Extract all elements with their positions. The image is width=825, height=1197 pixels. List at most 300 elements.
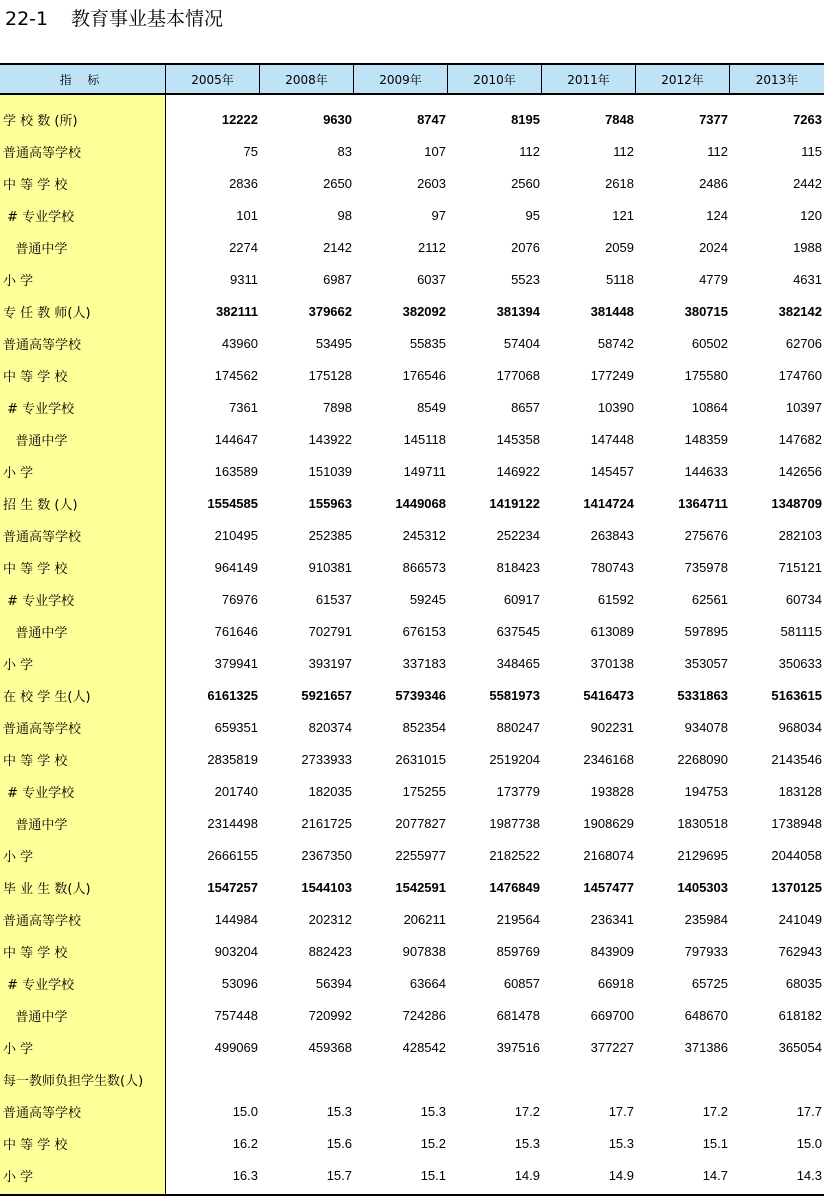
header-year: 2013年 xyxy=(755,72,799,87)
table-row xyxy=(0,199,824,231)
row-value: 235984 xyxy=(684,911,728,927)
row-label: 小 学 xyxy=(3,849,34,865)
row-value: 177068 xyxy=(496,367,540,383)
row-label: 中 等 学 校 xyxy=(3,369,68,385)
row-label: 普通中学 xyxy=(3,625,68,641)
row-value: 2255977 xyxy=(395,847,446,863)
row-value: 1830518 xyxy=(677,815,728,831)
row-value: 1542591 xyxy=(395,879,446,895)
row-value: 818423 xyxy=(496,559,540,575)
row-value: 143922 xyxy=(308,431,352,447)
row-value: 5331863 xyxy=(677,687,728,703)
row-value: 648670 xyxy=(684,1007,728,1023)
row-value: 2367350 xyxy=(301,847,352,863)
row-value: 173779 xyxy=(496,783,540,799)
row-value: 176546 xyxy=(402,367,446,383)
row-value: 1476849 xyxy=(489,879,540,895)
row-value: 17.2 xyxy=(514,1103,540,1119)
table-row xyxy=(0,679,824,711)
row-value: 353057 xyxy=(684,655,728,671)
row-value: 8747 xyxy=(417,111,446,127)
row-value: 16.3 xyxy=(232,1167,258,1183)
table-row xyxy=(0,583,824,615)
row-value: 193828 xyxy=(590,783,634,799)
row-value: 381448 xyxy=(590,303,634,319)
row-value: 252385 xyxy=(308,527,352,543)
row-value: 2059 xyxy=(605,239,634,255)
row-value: 2143546 xyxy=(771,751,822,767)
table-row xyxy=(0,551,824,583)
row-value: 964149 xyxy=(214,559,258,575)
row-value: 2650 xyxy=(323,175,352,191)
row-value: 1405303 xyxy=(677,879,728,895)
row-value: 43960 xyxy=(221,335,258,351)
table-row xyxy=(0,263,824,295)
table-row xyxy=(0,1095,824,1127)
row-value: 379941 xyxy=(214,655,258,671)
row-value: 12222 xyxy=(221,111,258,127)
row-value: 112 xyxy=(519,143,540,159)
table-row xyxy=(0,519,824,551)
row-value: 53096 xyxy=(221,975,258,991)
row-value: 9311 xyxy=(230,271,258,287)
row-label: # 专业学校 xyxy=(3,401,75,417)
row-value: 14.3 xyxy=(796,1167,822,1183)
row-value: 9630 xyxy=(323,111,352,127)
row-value: 2077827 xyxy=(395,815,446,831)
row-value: 659351 xyxy=(214,719,258,735)
row-value: 371386 xyxy=(684,1039,728,1055)
row-value: 6037 xyxy=(417,271,446,287)
row-value: 2442 xyxy=(793,175,822,191)
row-value: 174562 xyxy=(214,367,258,383)
row-value: 75 xyxy=(243,143,258,159)
row-value: 10864 xyxy=(691,399,728,415)
row-value: 337183 xyxy=(402,655,446,671)
row-value: 1908629 xyxy=(583,815,634,831)
table-row xyxy=(0,711,824,743)
row-value: 715121 xyxy=(778,559,822,575)
row-label: 普通中学 xyxy=(3,241,68,257)
table-row xyxy=(0,359,824,391)
row-value: 735978 xyxy=(684,559,728,575)
row-value: 15.3 xyxy=(420,1103,446,1119)
table-row xyxy=(0,967,824,999)
row-value: 2129695 xyxy=(677,847,728,863)
row-value: 820374 xyxy=(308,719,352,735)
row-label: 小 学 xyxy=(3,1041,34,1057)
row-value: 194753 xyxy=(684,783,728,799)
table-row xyxy=(0,295,824,327)
row-value: 121 xyxy=(612,207,634,223)
row-value: 702791 xyxy=(308,623,352,639)
row-value: 382142 xyxy=(778,303,822,319)
table-row xyxy=(0,871,824,903)
row-value: 62706 xyxy=(785,335,822,351)
row-value: 381394 xyxy=(496,303,540,319)
row-value: 15.2 xyxy=(420,1135,446,1151)
row-value: 968034 xyxy=(778,719,822,735)
row-value: 57404 xyxy=(503,335,540,351)
row-value: 252234 xyxy=(496,527,540,543)
row-value: 7898 xyxy=(323,399,352,415)
row-value: 377227 xyxy=(590,1039,634,1055)
row-value: 5581973 xyxy=(489,687,540,703)
row-value: 5163615 xyxy=(771,687,822,703)
table-row xyxy=(0,391,824,423)
row-value: 95 xyxy=(525,207,540,223)
row-value: 780743 xyxy=(590,559,634,575)
table-row xyxy=(0,999,824,1031)
row-value: 348465 xyxy=(496,655,540,671)
row-value: 379662 xyxy=(308,303,352,319)
table-row xyxy=(0,231,824,263)
table-row xyxy=(0,1063,824,1095)
row-value: 724286 xyxy=(402,1007,446,1023)
row-value: 934078 xyxy=(684,719,728,735)
row-value: 2182522 xyxy=(489,847,540,863)
row-value: 76976 xyxy=(221,591,258,607)
row-value: 142656 xyxy=(778,463,822,479)
row-value: 58742 xyxy=(597,335,634,351)
row-value: 60857 xyxy=(503,975,540,991)
table-row xyxy=(0,167,824,199)
row-label: 小 学 xyxy=(3,657,34,673)
row-value: 15.3 xyxy=(608,1135,634,1151)
row-label: # 专业学校 xyxy=(3,209,75,225)
row-value: 163589 xyxy=(214,463,258,479)
header-year: 2011年 xyxy=(542,65,636,93)
row-label: 普通中学 xyxy=(3,1009,68,1025)
row-value: 17.2 xyxy=(702,1103,728,1119)
row-value: 236341 xyxy=(590,911,634,927)
row-label: 中 等 学 校 xyxy=(3,1137,68,1153)
row-value: 147448 xyxy=(590,431,634,447)
row-value: 7848 xyxy=(605,111,634,127)
row-label: 中 等 学 校 xyxy=(3,753,68,769)
row-value: 382092 xyxy=(402,303,446,319)
row-value: 7377 xyxy=(699,111,728,127)
row-value: 8549 xyxy=(417,399,446,415)
row-value: 7263 xyxy=(793,111,822,127)
table-row xyxy=(0,135,824,167)
row-value: 8195 xyxy=(511,111,540,127)
row-value: 393197 xyxy=(308,655,352,671)
row-value: 174760 xyxy=(778,367,822,383)
row-value: 2142 xyxy=(323,239,352,255)
row-value: 499069 xyxy=(214,1039,258,1055)
row-value: 10390 xyxy=(597,399,634,415)
row-value: 206211 xyxy=(403,911,446,927)
row-label: 在 校 学 生(人) xyxy=(3,689,91,705)
row-label: 招 生 数 (人) xyxy=(3,497,78,513)
row-value: 2836 xyxy=(229,175,258,191)
row-value: 1457477 xyxy=(583,879,634,895)
table-row xyxy=(0,615,824,647)
header-year: 2009年 xyxy=(354,65,448,93)
row-value: 148359 xyxy=(684,431,728,447)
row-label: 中 等 学 校 xyxy=(3,177,68,193)
row-value: 2274 xyxy=(229,239,258,255)
row-value: 2024 xyxy=(699,239,728,255)
row-value: 175255 xyxy=(402,783,446,799)
row-value: 17.7 xyxy=(608,1103,634,1119)
row-label: 学 校 数 (所) xyxy=(3,113,78,129)
row-value: 428542 xyxy=(402,1039,446,1055)
row-value: 124 xyxy=(706,207,728,223)
row-label: 每一教师负担学生数(人) xyxy=(3,1073,144,1089)
row-label: 普通高等学校 xyxy=(3,721,82,737)
table-number: 22-1 xyxy=(5,8,49,30)
table-row xyxy=(0,903,824,935)
row-value: 2733933 xyxy=(301,751,352,767)
row-value: 112 xyxy=(707,143,728,159)
row-value: 115 xyxy=(801,143,822,159)
row-value: 397516 xyxy=(496,1039,540,1055)
row-value: 761646 xyxy=(214,623,258,639)
row-value: 1348709 xyxy=(771,495,822,511)
row-value: 107 xyxy=(424,143,446,159)
row-label: 普通中学 xyxy=(3,433,68,449)
table-body xyxy=(0,103,824,1191)
row-value: 17.7 xyxy=(796,1103,822,1119)
table-row xyxy=(0,1127,824,1159)
row-value: 144647 xyxy=(214,431,258,447)
row-value: 2519204 xyxy=(489,751,540,767)
row-value: 613089 xyxy=(590,623,634,639)
row-value: 15.1 xyxy=(420,1167,446,1183)
table-row xyxy=(0,487,824,519)
row-label: 普通中学 xyxy=(3,817,68,833)
row-value: 98 xyxy=(337,207,352,223)
row-value: 60734 xyxy=(785,591,822,607)
header-year: 2008年 xyxy=(260,65,354,93)
row-value: 15.1 xyxy=(702,1135,728,1151)
row-value: 15.6 xyxy=(326,1135,352,1151)
row-value: 202312 xyxy=(308,911,352,927)
row-value: 1370125 xyxy=(771,879,822,895)
row-label: 中 等 学 校 xyxy=(3,945,68,961)
row-value: 14.9 xyxy=(608,1167,634,1183)
row-value: 2076 xyxy=(511,239,540,255)
row-value: 2835819 xyxy=(207,751,258,767)
row-value: 177249 xyxy=(590,367,634,383)
row-value: 201740 xyxy=(214,783,258,799)
table-row xyxy=(0,1159,824,1191)
row-value: 282103 xyxy=(778,527,822,543)
row-label: 普通高等学校 xyxy=(3,913,82,929)
row-value: 62561 xyxy=(691,591,728,607)
row-value: 275676 xyxy=(684,527,728,543)
row-value: 55835 xyxy=(409,335,446,351)
row-value: 2044058 xyxy=(771,847,822,863)
row-value: 5523 xyxy=(511,271,540,287)
row-value: 144633 xyxy=(684,463,728,479)
row-value: 263843 xyxy=(590,527,634,543)
row-value: 53495 xyxy=(315,335,352,351)
row-value: 365054 xyxy=(778,1039,822,1055)
row-value: 762943 xyxy=(778,943,822,959)
row-value: 175580 xyxy=(684,367,728,383)
row-value: 2268090 xyxy=(677,751,728,767)
row-value: 6987 xyxy=(323,271,352,287)
table-row xyxy=(0,647,824,679)
row-value: 15.0 xyxy=(232,1103,258,1119)
row-value: 5739346 xyxy=(395,687,446,703)
table-row xyxy=(0,807,824,839)
row-value: 1419122 xyxy=(489,495,540,511)
row-label: 普通高等学校 xyxy=(3,1105,82,1121)
row-label: 普通高等学校 xyxy=(3,529,82,545)
row-value: 16.2 xyxy=(232,1135,258,1151)
row-value: 676153 xyxy=(402,623,446,639)
row-value: 147682 xyxy=(778,431,822,447)
table-row xyxy=(0,327,824,359)
row-value: 14.7 xyxy=(702,1167,728,1183)
row-value: 112 xyxy=(613,143,634,159)
row-value: 5416473 xyxy=(583,687,634,703)
row-label: 普通高等学校 xyxy=(3,145,82,161)
row-value: 60502 xyxy=(691,335,728,351)
row-label: 小 学 xyxy=(3,273,34,289)
row-value: 151039 xyxy=(308,463,352,479)
row-value: 241049 xyxy=(778,911,822,927)
row-value: 14.9 xyxy=(514,1167,540,1183)
row-value: 83 xyxy=(337,143,352,159)
row-value: 2631015 xyxy=(395,751,446,767)
row-value: 2346168 xyxy=(583,751,634,767)
row-value: 15.3 xyxy=(514,1135,540,1151)
row-value: 2112 xyxy=(418,239,446,255)
row-label: 中 等 学 校 xyxy=(3,561,68,577)
page-title xyxy=(5,5,223,33)
table-row xyxy=(0,455,824,487)
row-value: 380715 xyxy=(684,303,728,319)
row-value: 669700 xyxy=(590,1007,634,1023)
row-label: # 专业学校 xyxy=(3,977,75,993)
table-row xyxy=(0,103,824,135)
row-value: 59245 xyxy=(409,591,446,607)
row-value: 6161325 xyxy=(207,687,258,703)
row-value: 101 xyxy=(236,207,258,223)
table-bottom-border xyxy=(0,1194,824,1196)
row-value: 68035 xyxy=(785,975,822,991)
row-value: 1547257 xyxy=(207,879,258,895)
row-value: 2486 xyxy=(699,175,728,191)
row-label: 专 任 教 师(人) xyxy=(3,305,91,321)
row-value: 1364711 xyxy=(678,495,728,511)
row-value: 2560 xyxy=(511,175,540,191)
row-value: 382111 xyxy=(216,303,258,319)
row-value: 2666155 xyxy=(207,847,258,863)
row-value: 182035 xyxy=(308,783,352,799)
row-label: # 专业学校 xyxy=(3,785,75,801)
row-value: 155963 xyxy=(308,495,352,511)
row-value: 1988 xyxy=(793,239,822,255)
row-value: 63664 xyxy=(409,975,446,991)
row-value: 245312 xyxy=(402,527,446,543)
row-value: 880247 xyxy=(496,719,540,735)
row-value: 2603 xyxy=(417,175,446,191)
row-value: 15.0 xyxy=(796,1135,822,1151)
table-row xyxy=(0,935,824,967)
row-value: 4631 xyxy=(793,271,822,287)
row-value: 7361 xyxy=(229,399,258,415)
header-year: 2005年 xyxy=(166,65,260,93)
row-value: 145457 xyxy=(590,463,634,479)
row-value: 2618 xyxy=(605,175,634,191)
row-value: 720992 xyxy=(308,1007,352,1023)
row-value: 910381 xyxy=(308,559,352,575)
row-value: 97 xyxy=(431,207,446,223)
row-value: 210495 xyxy=(214,527,258,543)
table-row xyxy=(0,423,824,455)
row-value: 370138 xyxy=(590,655,634,671)
row-value: 907838 xyxy=(402,943,446,959)
header-year: 2010年 xyxy=(448,65,542,93)
row-value: 1449068 xyxy=(395,495,446,511)
row-value: 66918 xyxy=(597,975,634,991)
row-value: 843909 xyxy=(590,943,634,959)
row-value: 175128 xyxy=(308,367,352,383)
row-value: 2161725 xyxy=(301,815,352,831)
row-value: 1414724 xyxy=(583,495,634,511)
table-row xyxy=(0,1031,824,1063)
row-value: 8657 xyxy=(511,399,540,415)
row-value: 60917 xyxy=(503,591,540,607)
table-row xyxy=(0,839,824,871)
row-value: 757448 xyxy=(214,1007,258,1023)
row-value: 882423 xyxy=(308,943,352,959)
row-value: 1987738 xyxy=(489,815,540,831)
header-indicator: 指 标 xyxy=(0,65,166,93)
row-value: 146922 xyxy=(496,463,540,479)
row-value: 61537 xyxy=(315,591,352,607)
table-title: 教育事业基本情况 xyxy=(71,8,224,30)
row-label: 毕 业 生 数(人) xyxy=(3,881,91,897)
row-label: 普通高等学校 xyxy=(3,337,82,353)
row-value: 61592 xyxy=(597,591,634,607)
row-value: 2168074 xyxy=(583,847,634,863)
row-value: 350633 xyxy=(778,655,822,671)
row-value: 15.3 xyxy=(326,1103,352,1119)
row-value: 2314498 xyxy=(207,815,258,831)
row-value: 145118 xyxy=(403,431,446,447)
row-value: 183128 xyxy=(778,783,822,799)
row-value: 902231 xyxy=(590,719,634,735)
row-value: 1738948 xyxy=(771,815,822,831)
row-label: 小 学 xyxy=(3,1169,34,1185)
row-value: 859769 xyxy=(496,943,540,959)
row-value: 866573 xyxy=(402,559,446,575)
row-value: 637545 xyxy=(496,623,540,639)
row-label: # 专业学校 xyxy=(3,593,75,609)
row-value: 219564 xyxy=(496,911,540,927)
row-value: 581115 xyxy=(780,623,822,639)
row-value: 1544103 xyxy=(301,879,352,895)
table-row xyxy=(0,775,824,807)
table-header xyxy=(0,63,824,95)
row-value: 4779 xyxy=(699,271,728,287)
row-value: 120 xyxy=(800,207,822,223)
row-value: 1554585 xyxy=(207,495,258,511)
header-year: 2012年 xyxy=(636,65,730,93)
row-value: 597895 xyxy=(684,623,728,639)
row-value: 852354 xyxy=(402,719,446,735)
row-value: 797933 xyxy=(684,943,728,959)
row-value: 15.7 xyxy=(326,1167,352,1183)
row-value: 5118 xyxy=(606,271,634,287)
